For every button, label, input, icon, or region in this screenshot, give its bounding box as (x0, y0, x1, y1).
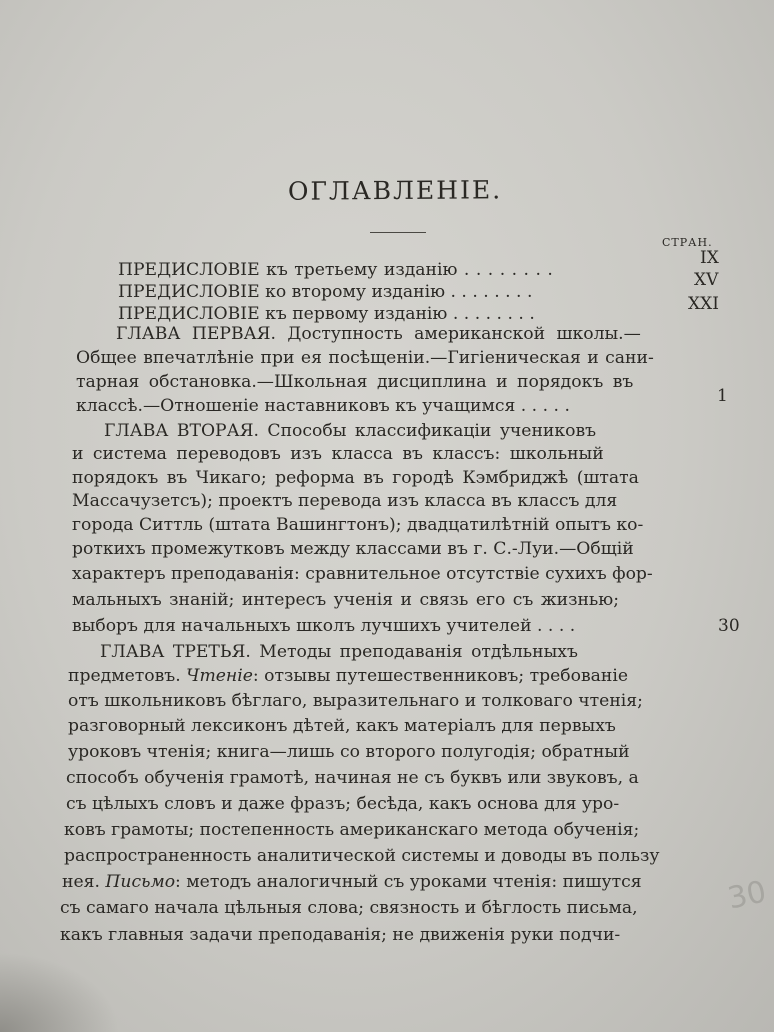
page-number: 30 (718, 616, 740, 636)
toc-line: роткихъ промежутковъ между классами въ г. С.-Луи.—Общій (72, 539, 634, 559)
toc-line: и система переводовъ изъ класса въ классъ: школьный (72, 444, 604, 464)
toc-subject-italic: Чтеніе (186, 666, 253, 686)
toc-line: ПРЕДИСЛОВІЕ къ первому изданію . . . . . . . . (118, 304, 535, 324)
toc-line: съ цѣлыхъ словъ и даже фразъ; бесѣда, какъ основа для уро- (66, 794, 620, 814)
toc-line: разговорный лексиконъ дѣтей, какъ матеріалъ для первыхъ (68, 716, 616, 736)
toc-line: Массачузетсъ); проектъ перевода изъ класса въ классъ для (72, 491, 618, 511)
page-number: XXI (688, 294, 719, 314)
toc-text: : методъ аналогичный съ уроками чтенія: пишутся (175, 872, 642, 892)
corner-shadow (0, 952, 120, 1032)
toc-line: характеръ преподаванія: сравнительное отсутствіе сухихъ фор- (72, 564, 653, 584)
page-number: 1 (717, 386, 728, 406)
page-column-header: СТРАН. (662, 236, 713, 249)
toc-line: ПРЕДИСЛОВІЕ ко второму изданію . . . . . . . . (118, 282, 533, 302)
toc-line: съ самаго начала цѣльныя слова; связность и бѣглость письма, (60, 898, 638, 918)
toc-line: распространенность аналитической системы и доводы въ пользу (64, 846, 660, 866)
page-number: XV (694, 270, 719, 290)
toc-text: : отзывы путешественниковъ; требованіе (252, 666, 629, 686)
toc-line: уроковъ чтенія; книга—лишь со второго полугодія; обратный (68, 742, 630, 762)
toc-line: порядокъ въ Чикаго; реформа въ городѣ Кэмбриджѣ (штата (72, 468, 639, 488)
toc-line: ПРЕДИСЛОВІЕ къ третьему изданію . . . . . . . . (118, 260, 553, 280)
toc-line: какъ главныя задачи преподаванія; не движенія руки подчи- (60, 925, 621, 945)
toc-line (62, 874, 642, 891)
pencil-margin-note: 30 (724, 874, 770, 917)
toc-line: ГЛАВА ПЕРВАЯ. Доступность американской школы.— (116, 324, 641, 344)
title-rule (370, 232, 426, 233)
toc-line: классѣ.—Отношеніе наставниковъ къ учащимся . . . . . (76, 396, 570, 416)
toc-text: предметовъ. (68, 666, 181, 686)
toc-line: способъ обученія грамотѣ, начиная не съ буквъ или звуковъ, а (66, 768, 639, 788)
toc-line: мальныхъ знаній; интересъ ученія и связь его съ жизнью; (72, 590, 620, 610)
page-title: ОГЛАВЛЕНІЕ. (287, 175, 503, 206)
page-number: IX (700, 248, 719, 268)
toc-subject-italic: Письмо (105, 872, 176, 892)
toc-line: отъ школьниковъ бѣглаго, выразительнаго и толковаго чтенія; (68, 691, 643, 711)
toc-line: выборъ для начальныхъ школъ лучшихъ учителей . . . . (72, 616, 576, 636)
toc-text: нея. (62, 872, 100, 892)
toc-line: тарная обстановка.—Школьная дисциплина и порядокъ въ (76, 372, 634, 392)
toc-line: ГЛАВА ТРЕТЬЯ. Методы преподаванія отдѣльныхъ (100, 642, 578, 662)
toc-line: города Ситтль (штата Вашингтонъ); двадцатилѣтній опытъ ко- (72, 515, 644, 535)
toc-line: ГЛАВА ВТОРАЯ. Способы классификаціи учениковъ (104, 421, 597, 441)
toc-line (68, 668, 628, 685)
toc-line: Общее впечатлѣніе при ея посѣщеніи.—Гигіеническая и сани- (76, 348, 654, 368)
toc-line: ковъ грамоты; постепенность американскаго метода обученія; (64, 820, 640, 840)
